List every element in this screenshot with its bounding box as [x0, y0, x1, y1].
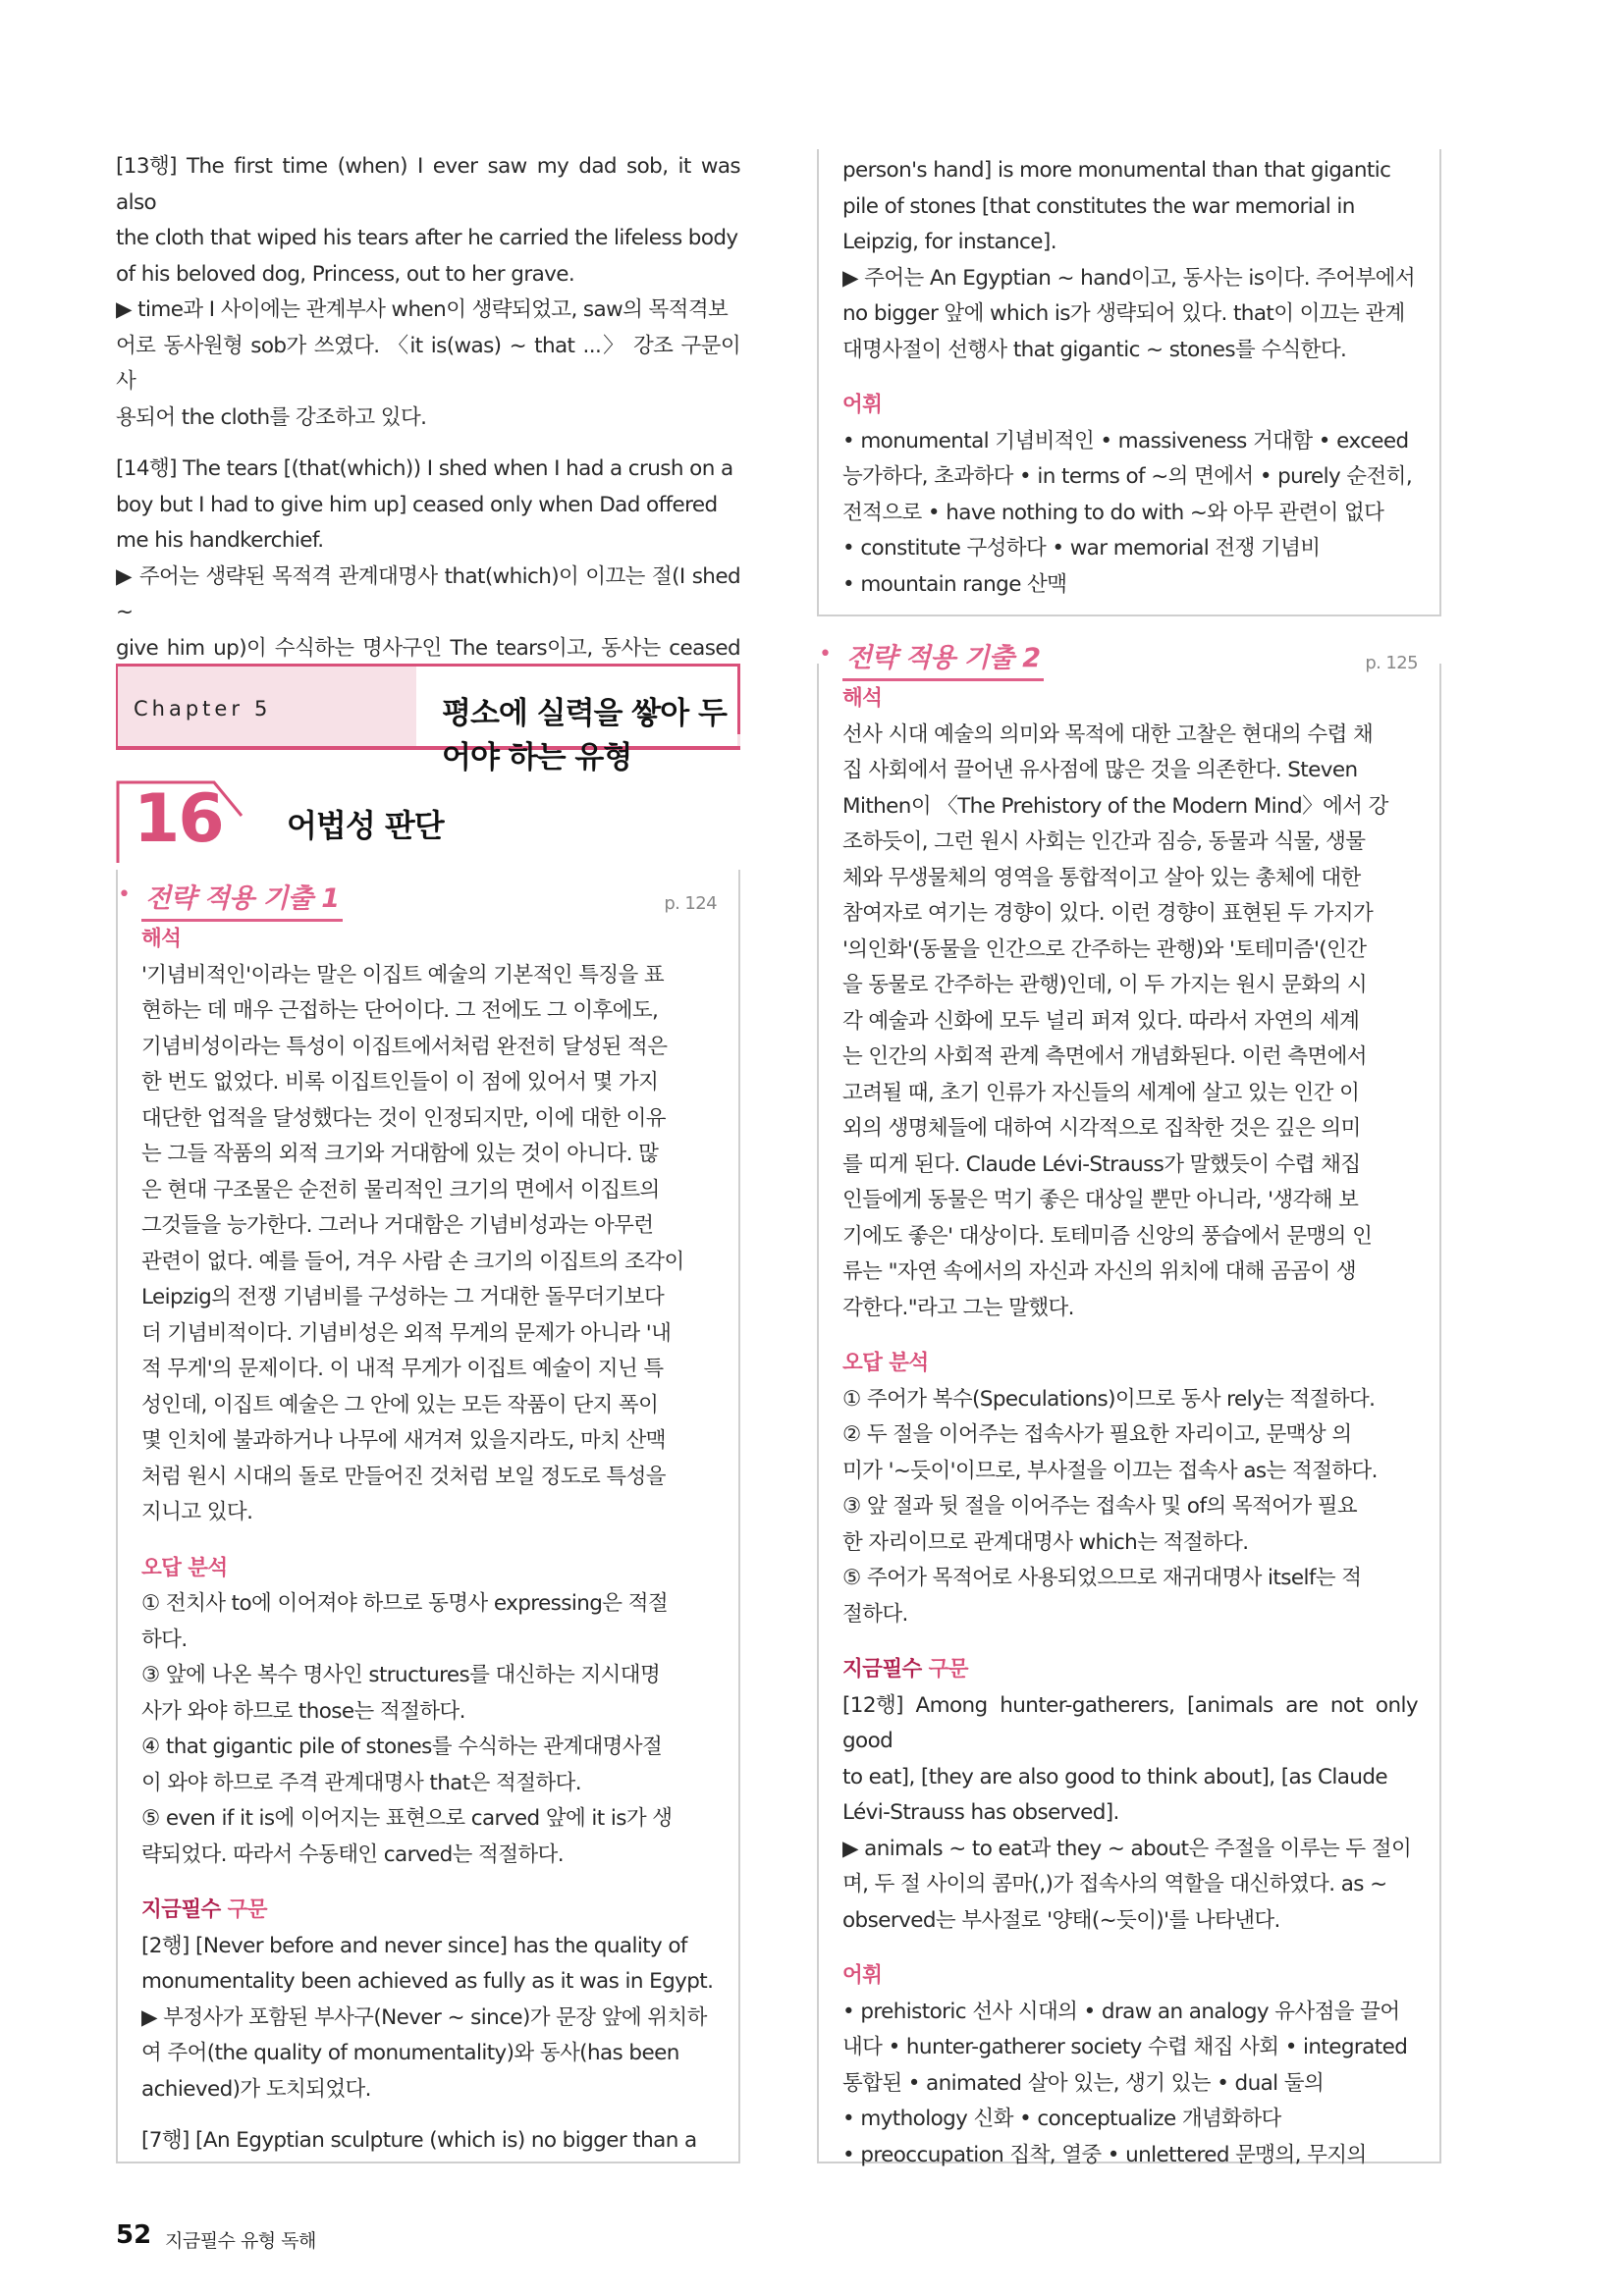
- text-line: achieved)가 도치되었다.: [141, 2076, 371, 2102]
- text-line: 을 동물로 간주하는 관행)인데, 이 두 가지는 원시 문화의 시: [842, 973, 1368, 997]
- text-line: no bigger 앞에 which is가 생략되어 있다. that이 이끄는 관계: [842, 301, 1405, 326]
- text-line: ▶ time과 I 사이에는 관계부사 when이 생략되었고, saw의 목적격보: [116, 297, 729, 322]
- note-line-13: [116, 149, 740, 436]
- text-line: 기에도 좋은' 대상이다. 토테미즘 신앙의 풍습에서 문맹의 인: [842, 1223, 1373, 1249]
- text-line: 각 예술과 신화에 모두 널리 퍼져 있다. 따라서 자연의 세계: [842, 1008, 1360, 1034]
- text-line: 어로 동사원형 sob가 쓰였다. 〈it is(was) ~ that ...〉 강조 구문이 사: [116, 333, 740, 394]
- text-line: ① 전치사 to에 이어져야 하므로 동명사 expressing은 적절: [141, 1591, 669, 1616]
- text-line: 적 무게'의 문제이다. 이 내적 무게가 이집트 예술이 지닌 특: [141, 1357, 664, 1381]
- bullet-dot-icon-2: •: [819, 642, 832, 667]
- text-line: Leipzig의 전쟁 기념비를 구성하는 그 거대한 돌무더기보다: [141, 1285, 665, 1309]
- text-line: 더 기념비적이다. 기념비성은 외적 무게의 문제가 아니라 '내: [141, 1320, 672, 1346]
- section2-header: [819, 641, 1418, 681]
- text-line: give him up)이 수식하는 명사구인 The tears이고, 동사는 ceased: [116, 635, 740, 661]
- right-syntax-continued: [842, 153, 1418, 368]
- text-line: ③ 앞 절과 뒷 절을 이어주는 접속사 및 of의 목적어가 필요: [842, 1494, 1358, 1519]
- text-line: 체와 무생물체의 영역을 통합적이고 살아 있는 총체에 대한: [842, 865, 1361, 890]
- text-line: 대단한 업적을 달성했다는 것이 인정되지만, 이에 대한 이유: [141, 1105, 666, 1131]
- text-line: • monumental 기념비적인 • massiveness 거대함 • exceed: [842, 428, 1409, 454]
- section2-syntax-heading: 지금필수 구문: [842, 1657, 968, 1682]
- text-line: • prehistoric 선사 시대의 • draw an analogy 유사점을 끌어: [842, 1999, 1400, 2024]
- section1-syntax-heading: 지금필수 구문: [141, 1897, 267, 1922]
- text-line: 처럼 원시 시대의 돌로 만들어진 것처럼 보일 정도로 특성을: [141, 1464, 666, 1489]
- text-line: 전적으로 • have nothing to do with ~와 아무 관련이 없다: [842, 500, 1384, 525]
- text-line: 능가하다, 초과하다 • in terms of ~의 면에서 • purely 순전히,: [842, 464, 1413, 489]
- text-line: 선사 시대 예술의 의미와 목적에 대한 고찰은 현대의 수렵 채: [842, 721, 1374, 747]
- section1-title: 전략 적용 기출 1: [141, 881, 343, 922]
- text-line: person's hand] is more monumental than that gigantic: [842, 158, 1391, 183]
- section2-vocab-list: [842, 1995, 1418, 2174]
- text-line: ① 주어가 복수(Speculations)이므로 동사 rely는 적절하다.: [842, 1386, 1376, 1412]
- text-line: Leipzig, for instance].: [842, 230, 1056, 254]
- chapter-number: 5: [254, 697, 268, 721]
- section1-header: [118, 881, 717, 922]
- section2-syntax: [842, 1688, 1418, 1940]
- footer-title: 지금필수 유형 독해: [165, 2230, 316, 2252]
- text-line: 조하듯이, 그런 원시 사회는 인간과 짐승, 동물과 식물, 생물: [842, 829, 1366, 854]
- text-line: 사가 와야 하므로 those는 적절하다.: [141, 1698, 465, 1724]
- right-vocab-list: [842, 424, 1418, 604]
- section1-content: [118, 881, 717, 2160]
- text-line: 그것들을 능가한다. 그러나 거대함은 기념비성과는 아무런: [141, 1213, 654, 1238]
- unit-title: 어법성 판단: [287, 807, 444, 844]
- text-line: 고려될 때, 초기 인류가 자신들의 세계에 살고 있는 인간 이: [842, 1080, 1360, 1105]
- unit-number-box: [116, 780, 244, 863]
- text-line: [12행] Among hunter-gatherers, [animals are not only good: [842, 1692, 1418, 1753]
- text-line: [14행] The tears [(that(which)) I shed when I had a crush on a: [116, 456, 733, 481]
- right-continued-content: [842, 153, 1418, 603]
- text-line: 참여자로 여기는 경향이 있다. 이런 경향이 표현된 두 가지가: [842, 901, 1374, 926]
- text-line: 한 번도 없었다. 비록 이집트인들이 이 점에 있어서 몇 가지: [141, 1070, 659, 1095]
- text-line: [13행] The first time (when) I ever saw my dad sob, it was also: [116, 154, 740, 215]
- unit-number: 16: [134, 780, 223, 858]
- left-top-notes: [116, 149, 740, 703]
- section2-page-ref: p. 125: [1365, 652, 1418, 673]
- text-line: • preoccupation 집착, 열중 • unlettered 문맹의, 무지의: [842, 2142, 1367, 2167]
- text-line: [2행] [Never before and never since] has the quality of: [141, 1933, 687, 1958]
- text-line: ④ that gigantic pile of stones를 수식하는 관계대명사절: [141, 1735, 663, 1759]
- text-line: [7행] [An Egyptian sculpture (which is) no bigger than a: [141, 2128, 697, 2153]
- chapter-label: Chapter: [134, 697, 244, 721]
- text-line: Mithen이 〈The Prehistory of the Modern Mind〉에서 강: [842, 793, 1388, 819]
- text-line: • constitute 구성하다 • war memorial 전쟁 기념비: [842, 536, 1321, 561]
- section2-content: [819, 641, 1418, 2173]
- text-line: ③ 앞에 나온 복수 명사인 structures를 대신하는 지시대명: [141, 1663, 661, 1687]
- text-line: 용되어 the cloth를 강조하고 있다.: [116, 404, 427, 430]
- text-line: 는 그들 작품의 외적 크기와 거대함에 있는 것이 아니다. 많: [141, 1142, 659, 1166]
- text-line: Lévi-Strauss has observed].: [842, 1800, 1119, 1825]
- text-line: 지니고 있다.: [141, 1500, 253, 1524]
- text-line: ▶ 부정사가 포함된 부사구(Never ~ since)가 문장 앞에 위치하: [141, 2004, 707, 2030]
- text-line: 몇 인치에 불과하거나 나무에 새겨져 있을지라도, 마치 산맥: [141, 1428, 666, 1453]
- section1-translation: [141, 958, 717, 1531]
- text-line: of his beloved dog, Princess, out to her grave.: [116, 261, 575, 287]
- text-line: me his handkerchief.: [116, 528, 324, 553]
- text-line: ▶ animals ~ to eat과 they ~ about은 주절을 이루는 두 절이: [842, 1836, 1412, 1861]
- text-line: 은 현대 구조물은 순전히 물리적인 크기의 면에서 이집트의: [141, 1177, 660, 1202]
- section1-error-analysis: [141, 1586, 717, 1873]
- text-line: • mountain range 산맥: [842, 571, 1067, 597]
- text-line: 관련이 없다. 예를 들어, 겨우 사람 손 크기의 이집트의 조각이: [141, 1249, 684, 1274]
- text-line: 외의 생명체들에 대하여 시각적으로 집착한 것은 깊은 의미: [842, 1116, 1361, 1141]
- text-line: 여 주어(the quality of monumentality)와 동사(has been: [141, 2041, 679, 2065]
- bullet-dot-icon: •: [118, 882, 131, 907]
- text-line: monumentality been achieved as fully as it was in Egypt.: [141, 1969, 714, 1994]
- text-line: 각한다."라고 그는 말했다.: [842, 1295, 1074, 1320]
- text-line: 성인데, 이집트 예술은 그 안에 있는 모든 작품이 단지 폭이: [141, 1392, 659, 1417]
- section2-trans-heading: 해석: [842, 686, 883, 711]
- text-line: 를 띠게 된다. Claude Lévi-Strauss가 말했듯이 수렵 채집: [842, 1151, 1361, 1177]
- text-line: observed는 부사절로 '양태(~듯이)'를 나타낸다.: [842, 1907, 1280, 1933]
- text-line: 한 자리이므로 관계대명사 which는 적절하다.: [842, 1529, 1249, 1555]
- right-vocab-heading: 어휘: [842, 393, 883, 417]
- text-line: 내다 • hunter-gatherer society 수렵 채집 사회 • integrated: [842, 2035, 1408, 2059]
- text-line: 략되었다. 따라서 수동태인 carved는 적절하다.: [141, 1842, 564, 1867]
- text-line: 통합된 • animated 살아 있는, 생기 있는 • dual 둘의: [842, 2070, 1325, 2096]
- text-line: 이 와야 하므로 주격 관계대명사 that은 적절하다.: [141, 1770, 581, 1795]
- section1-syntax-7: [141, 2123, 717, 2160]
- section2-error-heading: 오답 분석: [842, 1351, 929, 1375]
- text-line: ⑤ even if it is에 이어지는 표현으로 carved 앞에 it is가 생: [141, 1806, 673, 1831]
- section2-vocab-heading: 어휘: [842, 1963, 883, 1988]
- section1-syntax-2: [141, 1929, 717, 2109]
- text-line: 절하다.: [842, 1601, 908, 1627]
- text-line: boy but I had to give him up] ceased only when Dad offered: [116, 492, 718, 517]
- text-line: 대명사절이 선행사 that gigantic ~ stones를 수식한다.: [842, 337, 1347, 362]
- text-line: 인들에게 동물은 먹기 좋은 대상일 뿐만 아니라, '생각해 보: [842, 1188, 1359, 1212]
- text-line: to eat], [they are also good to think about], [as Claude: [842, 1764, 1388, 1789]
- text-line: the cloth that wiped his tears after he carried the lifeless body: [116, 226, 738, 250]
- text-line: ▶ 주어는 An Egyptian ~ hand이고, 동사는 is이다. 주어부에서: [842, 265, 1416, 291]
- text-line: '기념비적인'이라는 말은 이집트 예술의 기본적인 특징을 표: [141, 962, 665, 988]
- section1-trans-heading: 해석: [141, 927, 182, 951]
- text-line: ▶ 주어는 생략된 목적격 관계대명사 that(which)이 이끄는 절(I shed ~: [116, 563, 740, 624]
- text-line: 류는 "자연 속에서의 자신과 자신의 위치에 대해 곰곰이 생: [842, 1259, 1357, 1284]
- text-line: pile of stones [that constitutes the war memorial in: [842, 193, 1355, 219]
- text-line: 현하는 데 매우 근접하는 단어이다. 그 전에도 그 이후에도,: [141, 998, 659, 1023]
- text-line: 기념비성이라는 특성이 이집트에서처럼 완전히 달성된 적은: [141, 1034, 668, 1059]
- section2-translation: [842, 718, 1418, 1327]
- chapter-title: 평소에 실력을 쌓아 두어야 하는 유형: [442, 696, 727, 775]
- text-line: 미가 '~듯이'이므로, 부사절을 이끄는 접속사 as는 적절하다.: [842, 1458, 1378, 1483]
- text-line: 며, 두 절 사이의 콤마(,)가 접속사의 역할을 대신하였다. as ~: [842, 1872, 1387, 1896]
- text-line: • mythology 신화 • conceptualize 개념화하다: [842, 2107, 1281, 2131]
- page-number: 52: [116, 2220, 152, 2250]
- text-line: 는 인간의 사회적 관계 측면에서 개념화된다. 이런 측면에서: [842, 1044, 1367, 1069]
- section2-error-analysis: [842, 1382, 1418, 1633]
- text-line: '의인화'(동물을 인간으로 간주하는 관행)와 '토테미즘'(인간: [842, 936, 1367, 962]
- text-line: 하다.: [141, 1627, 188, 1652]
- section1-error-heading: 오답 분석: [141, 1555, 228, 1580]
- section1-page-ref: p. 124: [664, 892, 717, 914]
- text-line: ⑤ 주어가 목적어로 사용되었으므로 재귀대명사 itself는 적: [842, 1566, 1362, 1590]
- text-line: ② 두 절을 이어주는 접속사가 필요한 자리이고, 문맥상 의: [842, 1422, 1352, 1447]
- section2-title: 전략 적용 기출 2: [842, 641, 1044, 681]
- text-line: 집 사회에서 끌어낸 유사점에 많은 것을 의존한다. Steven: [842, 758, 1358, 782]
- chapter-banner: [116, 664, 740, 775]
